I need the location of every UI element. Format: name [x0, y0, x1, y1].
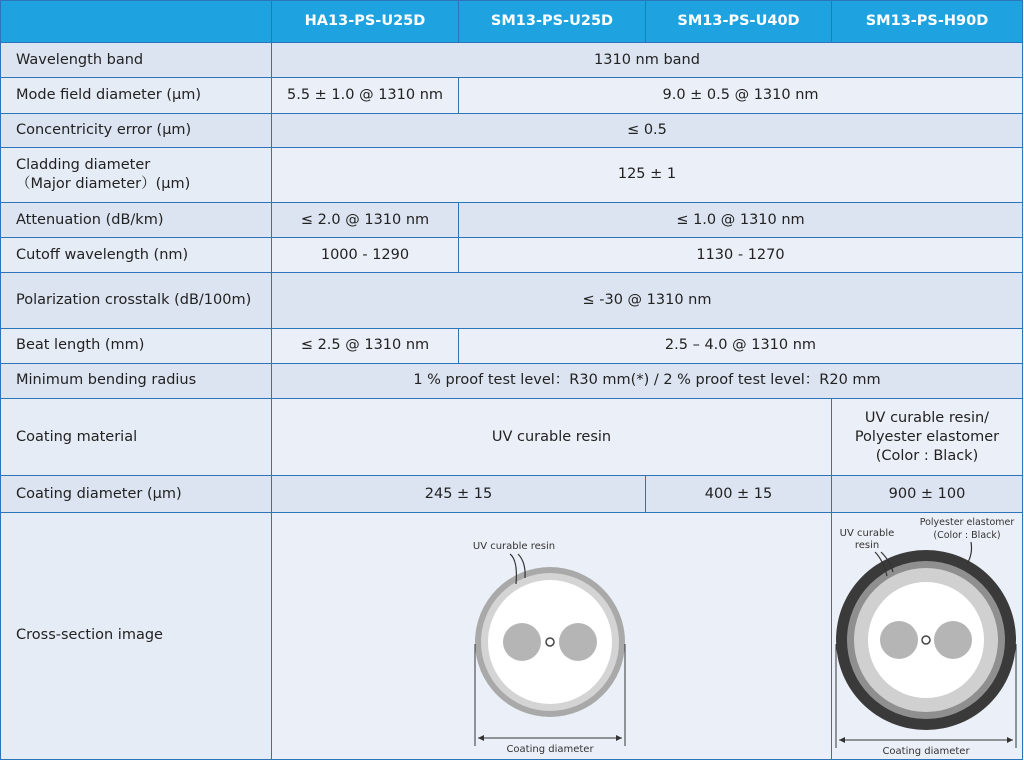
row-value: ≤ 1.0 @ 1310 nm [459, 203, 1023, 238]
cross-section-diagram-uv [274, 514, 830, 758]
row-value: 900 ± 100 [832, 476, 1023, 512]
row-minimum-bending-radius [1, 363, 1023, 398]
dimension-arrow-right [1007, 737, 1013, 743]
row-value: 125 ± 1 [272, 147, 1023, 202]
dimension-arrow-left [478, 735, 484, 741]
row-polarization-crosstalk [1, 273, 1023, 328]
model-ha13-ps-u25d: HA13-PS-U25D [272, 1, 459, 43]
row-value: 1310 nm band [272, 43, 1023, 78]
row-mode-field-diameter [1, 78, 1023, 113]
row-coating-material [1, 398, 1023, 475]
model-sm13-ps-u25d: SM13-PS-U25D [459, 1, 646, 43]
row-label-line: Cladding diameter [16, 157, 151, 174]
row-cross-section-image [1, 512, 1023, 759]
row-concentricity-error [1, 113, 1023, 147]
row-coating-diameter [1, 476, 1023, 512]
core-circle [922, 636, 930, 644]
row-value-line: (Color : Black) [875, 447, 979, 464]
row-value: 9.0 ± 0.5 @ 1310 nm [459, 78, 1023, 113]
dimension-arrow-left [839, 737, 845, 743]
row-value: 1000 - 1290 [272, 238, 459, 273]
row-label [1, 147, 272, 202]
row-value-line: Polyester elastomer [854, 428, 1000, 445]
row-wavelength-band [1, 43, 1023, 78]
row-value-line: UV curable resin/ [864, 409, 990, 426]
header-corner [1, 1, 272, 43]
row-value: 2.5 – 4.0 @ 1310 nm [459, 328, 1023, 363]
elastomer-label-line2: (Color : Black) [932, 529, 1001, 541]
row-cutoff-wavelength [1, 238, 1023, 273]
row-value: 1130 - 1270 [459, 238, 1023, 273]
row-label-line: （Major diameter）(μm) [16, 175, 191, 192]
row-attenuation [1, 203, 1023, 238]
coating-diameter-label: Coating diameter [881, 745, 970, 757]
row-value: 245 ± 15 [272, 476, 646, 512]
resin-label-line1: UV curable [839, 527, 894, 539]
stress-rod-right [559, 623, 597, 661]
row-label: Polarization crosstalk (dB/100m) [1, 273, 272, 328]
cross-section-diagram-elastomer [833, 514, 1022, 758]
row-label: Attenuation (dB/km) [1, 203, 272, 238]
row-value: 1 % proof test level：R30 mm(*) / 2 % proof test level：R20 mm [272, 363, 1023, 398]
header-row [1, 1, 1023, 43]
row-value: ≤ -30 @ 1310 nm [272, 273, 1023, 328]
core-circle [546, 638, 554, 646]
row-value: ≤ 2.0 @ 1310 nm [272, 203, 459, 238]
row-label: Wavelength band [1, 43, 272, 78]
stress-rod-right [934, 621, 972, 659]
stress-rod-left [503, 623, 541, 661]
row-label: Cross-section image [1, 512, 272, 759]
row-value: 5.5 ± 1.0 @ 1310 nm [272, 78, 459, 113]
row-label: Concentricity error (μm) [1, 113, 272, 147]
row-label: Minimum bending radius [1, 363, 272, 398]
row-beat-length [1, 328, 1023, 363]
row-value: ≤ 0.5 [272, 113, 1023, 147]
cross-section-left-cell [272, 512, 832, 759]
model-sm13-ps-u40d: SM13-PS-U40D [646, 1, 832, 43]
row-label: Coating material [1, 398, 272, 475]
row-value: ≤ 2.5 @ 1310 nm [272, 328, 459, 363]
row-value [832, 398, 1023, 475]
row-label: Cutoff wavelength (nm) [1, 238, 272, 273]
resin-label: UV curable resin [472, 540, 555, 552]
row-label: Beat length (mm) [1, 328, 272, 363]
elastomer-label-line1: Polyester elastomer [919, 516, 1014, 528]
row-label: Coating diameter (μm) [1, 476, 272, 512]
resin-label-line2: resin [854, 539, 879, 551]
row-label: Mode field diameter (μm) [1, 78, 272, 113]
row-value: UV curable resin [272, 398, 832, 475]
dimension-arrow-right [616, 735, 622, 741]
stress-rod-left [880, 621, 918, 659]
coating-diameter-label: Coating diameter [505, 743, 594, 755]
row-value: 400 ± 15 [646, 476, 832, 512]
model-sm13-ps-h90d: SM13-PS-H90D [832, 1, 1023, 43]
row-cladding-diameter [1, 147, 1023, 202]
cross-section-right-cell [832, 512, 1023, 759]
